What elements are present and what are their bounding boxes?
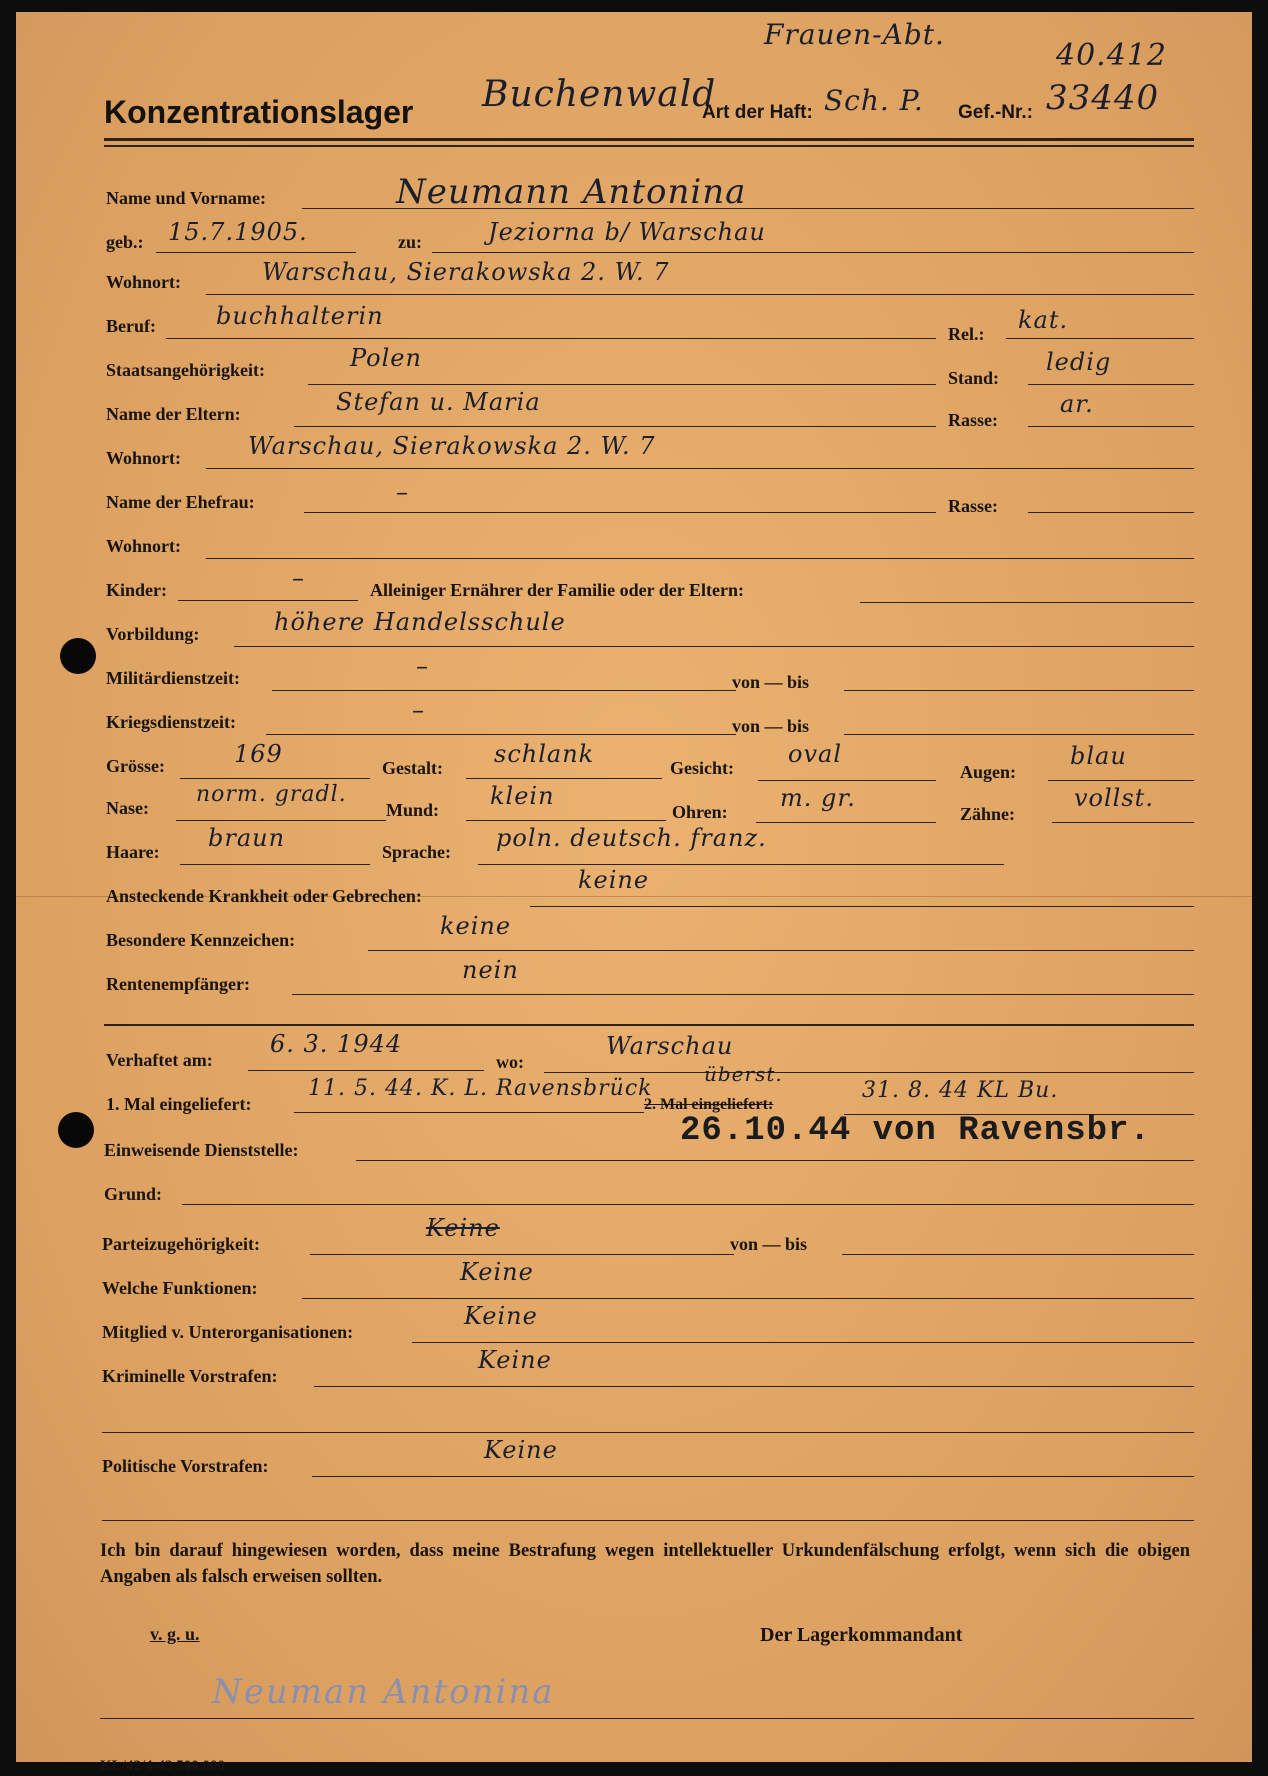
mund-line — [466, 820, 666, 821]
nase-line — [176, 820, 386, 821]
rasse1-value: ar. — [1060, 390, 1094, 418]
zu-line — [432, 252, 1194, 253]
staat-line — [308, 384, 936, 385]
eingeliefert2-label: 2. Mal eingeliefert: — [644, 1096, 774, 1113]
kriegs-vonbis: von — bis — [732, 716, 810, 736]
augen-label: Augen: — [960, 762, 1017, 782]
sprache-line — [478, 864, 1004, 865]
wohnort1-label: Wohnort: — [106, 272, 182, 292]
politisch-extra-line — [102, 1520, 1194, 1521]
funktionen-value: Keine — [460, 1258, 534, 1286]
haare-label: Haare: — [106, 842, 160, 862]
ernaehrer-line — [860, 602, 1194, 603]
sprache-value: poln. deutsch. franz. — [496, 824, 767, 852]
rel-value: kat. — [1018, 306, 1069, 334]
kennzeichen-value: keine — [440, 912, 512, 940]
mund-value: klein — [490, 782, 555, 810]
nase-label: Nase: — [106, 798, 149, 818]
vorbildung-line — [234, 646, 1194, 647]
politisch-line — [312, 1476, 1194, 1477]
zu-label: zu: — [398, 232, 422, 252]
camp-name: Buchenwald — [482, 74, 717, 115]
prisoner-signature: Neuman Antonina — [212, 1672, 555, 1712]
kriegs-line — [266, 734, 736, 735]
geb-value: 15.7.1905. — [168, 218, 308, 246]
partei-line — [310, 1254, 734, 1255]
unterorg-line — [412, 1342, 1194, 1343]
wohnort1-value: Warschau, Sierakowska 2. W. 7 — [262, 258, 670, 286]
vorbildung-label: Vorbildung: — [106, 624, 200, 644]
signature-line — [100, 1718, 1194, 1719]
punch-hole-bottom — [58, 1112, 94, 1148]
gef-label: Gef.-Nr.: — [958, 102, 1033, 123]
transfer-stamp: 26.10.44 von Ravensbr. — [680, 1112, 1151, 1150]
eltern-line — [294, 426, 936, 427]
gestalt-value: schlank — [494, 740, 595, 768]
kriegs-label: Kriegsdienstzeit: — [106, 712, 236, 732]
wo-line — [544, 1072, 1194, 1073]
unterorg-value: Keine — [464, 1302, 538, 1330]
rasse1-label: Rasse: — [948, 410, 998, 430]
haare-line — [180, 864, 370, 865]
kriminell-extra-line — [102, 1432, 1194, 1433]
funktionen-line — [302, 1298, 1194, 1299]
eltern-value: Stefan u. Maria — [336, 388, 541, 416]
wo-value: Warschau — [606, 1032, 734, 1060]
ehefrau-label: Name der Ehefrau: — [106, 492, 255, 512]
beruf-value: buchhalterin — [216, 302, 384, 330]
wohnort3-label: Wohnort: — [106, 536, 182, 556]
name-label: Name und Vorname: — [106, 188, 267, 208]
zu-value: Jeziorna b/ Warschau — [488, 218, 766, 246]
section-rule — [104, 1024, 1194, 1026]
rente-value: nein — [462, 956, 519, 984]
wohnort3-line — [206, 558, 1194, 559]
form-number: KL/42/4-43 500.000 — [100, 1758, 226, 1774]
haare-value: braun — [208, 824, 286, 852]
stand-value: ledig — [1046, 348, 1112, 376]
rel-label: Rel.: — [948, 324, 985, 344]
eingeliefert1-value: 11. 5. 44. K. L. Ravensbrück — [308, 1076, 653, 1101]
augen-line — [1048, 780, 1194, 781]
ernaehrer-label: Alleiniger Ernährer der Familie oder der Eltern: — [370, 580, 744, 600]
kriminell-line — [314, 1386, 1194, 1387]
groesse-line — [180, 778, 370, 779]
sprache-label: Sprache: — [382, 842, 451, 862]
rasse1-line — [1028, 426, 1194, 427]
dienststelle-label: Einweisende Dienststelle: — [104, 1140, 299, 1160]
kriegs-value: – — [412, 696, 425, 724]
mund-label: Mund: — [386, 800, 440, 820]
kinder-label: Kinder: — [106, 580, 167, 600]
vorbildung-value: höhere Handelsschule — [274, 608, 566, 636]
zaehne-label: Zähne: — [960, 804, 1016, 824]
gestalt-line — [466, 778, 662, 779]
kennzeichen-line — [368, 950, 1194, 951]
politisch-label: Politische Vorstrafen: — [102, 1456, 269, 1476]
kriegs-bis-line — [844, 734, 1194, 735]
wo-label: wo: — [496, 1052, 524, 1072]
geb-label: geb.: — [106, 232, 144, 252]
grund-line — [182, 1204, 1194, 1205]
politisch-value: Keine — [484, 1436, 558, 1464]
funktionen-label: Welche Funktionen: — [102, 1278, 258, 1298]
partei-value: Keine — [426, 1214, 500, 1242]
wohnort1-line — [206, 294, 1194, 295]
stand-label: Stand: — [948, 368, 1000, 388]
prisoner-registration-card — [16, 12, 1252, 1774]
unterorg-label: Mitglied v. Unterorganisationen: — [102, 1322, 354, 1342]
verhaftet-value: 6. 3. 1944 — [270, 1030, 403, 1058]
wohnort2-value: Warschau, Sierakowska 2. W. 7 — [248, 432, 656, 460]
militaer-line — [272, 690, 736, 691]
groesse-label: Grösse: — [106, 756, 165, 776]
partei-bis-line — [842, 1254, 1194, 1255]
rente-line — [292, 994, 1194, 995]
art-value: Sch. P. — [824, 84, 924, 117]
militaer-bis-line — [844, 690, 1194, 691]
militaer-vonbis: von — bis — [732, 672, 810, 692]
grund-label: Grund: — [104, 1184, 163, 1204]
kriminell-label: Kriminelle Vorstrafen: — [102, 1366, 278, 1386]
beruf-line — [166, 338, 936, 339]
vgu-label: v. g. u. — [150, 1624, 200, 1644]
augen-value: blau — [1070, 742, 1127, 770]
zaehne-value: vollst. — [1074, 784, 1154, 812]
rasse2-label: Rasse: — [948, 496, 998, 516]
wohnort2-label: Wohnort: — [106, 448, 182, 468]
rente-label: Rentenempfänger: — [106, 974, 250, 994]
eingeliefert1-label: 1. Mal eingeliefert: — [106, 1094, 252, 1114]
partei-label: Parteizugehörigkeit: — [102, 1234, 260, 1254]
verhaftet-label: Verhaftet am: — [106, 1050, 213, 1070]
nase-value: norm. gradl. — [196, 782, 347, 807]
punch-hole-top — [60, 638, 96, 674]
eltern-label: Name der Eltern: — [106, 404, 241, 424]
staat-value: Polen — [350, 344, 422, 372]
ehefrau-value: – — [396, 478, 409, 506]
ohren-line — [756, 822, 936, 823]
eingeliefert2-value: 31. 8. 44 KL Bu. — [862, 1078, 1059, 1103]
form-title: Konzentrationslager — [104, 94, 414, 130]
kriminell-value: Keine — [478, 1346, 552, 1374]
krankheit-value: keine — [578, 866, 650, 894]
gestalt-label: Gestalt: — [382, 758, 443, 778]
partei-vonbis: von — bis — [730, 1234, 808, 1254]
militaer-value: – — [416, 652, 429, 680]
eingeliefert2-annot: überst. — [704, 1062, 783, 1086]
zaehne-line — [1052, 822, 1194, 823]
eingeliefert1-line — [294, 1112, 644, 1113]
name-line — [302, 208, 1194, 209]
header-rule-2 — [104, 145, 1194, 147]
rel-line — [1006, 338, 1194, 339]
militaer-label: Militärdienstzeit: — [106, 668, 240, 688]
krankheit-label: Ansteckende Krankheit oder Gebrechen: — [106, 886, 422, 906]
staat-label: Staatsangehörigkeit: — [106, 360, 265, 380]
dienststelle-line — [356, 1160, 1194, 1161]
beruf-label: Beruf: — [106, 316, 156, 336]
groesse-value: 169 — [234, 740, 283, 768]
ohren-label: Ohren: — [672, 802, 728, 822]
verhaftet-line — [248, 1070, 484, 1071]
art-label: Art der Haft: — [702, 102, 813, 123]
gesicht-label: Gesicht: — [670, 758, 734, 778]
annot-num: 40.412 — [1056, 38, 1167, 73]
stand-line — [1028, 384, 1194, 385]
kinder-value: – — [292, 564, 305, 592]
geb-line — [156, 252, 356, 253]
kinder-line — [178, 600, 358, 601]
gef-value: 33440 — [1046, 78, 1160, 118]
rasse2-line — [1028, 512, 1194, 513]
gesicht-value: oval — [788, 740, 842, 768]
header-rule-1 — [104, 138, 1194, 141]
declaration-text: Ich bin darauf hingewiesen worden, dass meine Bestrafung wegen intellektueller Urkundenfälschung erfolgt, wenn sich die obigen Angaben als falsch erweisen sollten. — [100, 1541, 1190, 1587]
krankheit-line — [530, 906, 1194, 907]
ohren-value: m. gr. — [780, 784, 856, 812]
ehefrau-line — [304, 512, 936, 513]
kennzeichen-label: Besondere Kennzeichen: — [106, 930, 296, 950]
wohnort2-line — [206, 468, 1194, 469]
kommandant-label: Der Lagerkommandant — [760, 1624, 963, 1646]
name-value: Neumann Antonina — [396, 172, 747, 212]
gesicht-line — [758, 780, 936, 781]
annot-dept: Frauen-Abt. — [764, 18, 945, 51]
